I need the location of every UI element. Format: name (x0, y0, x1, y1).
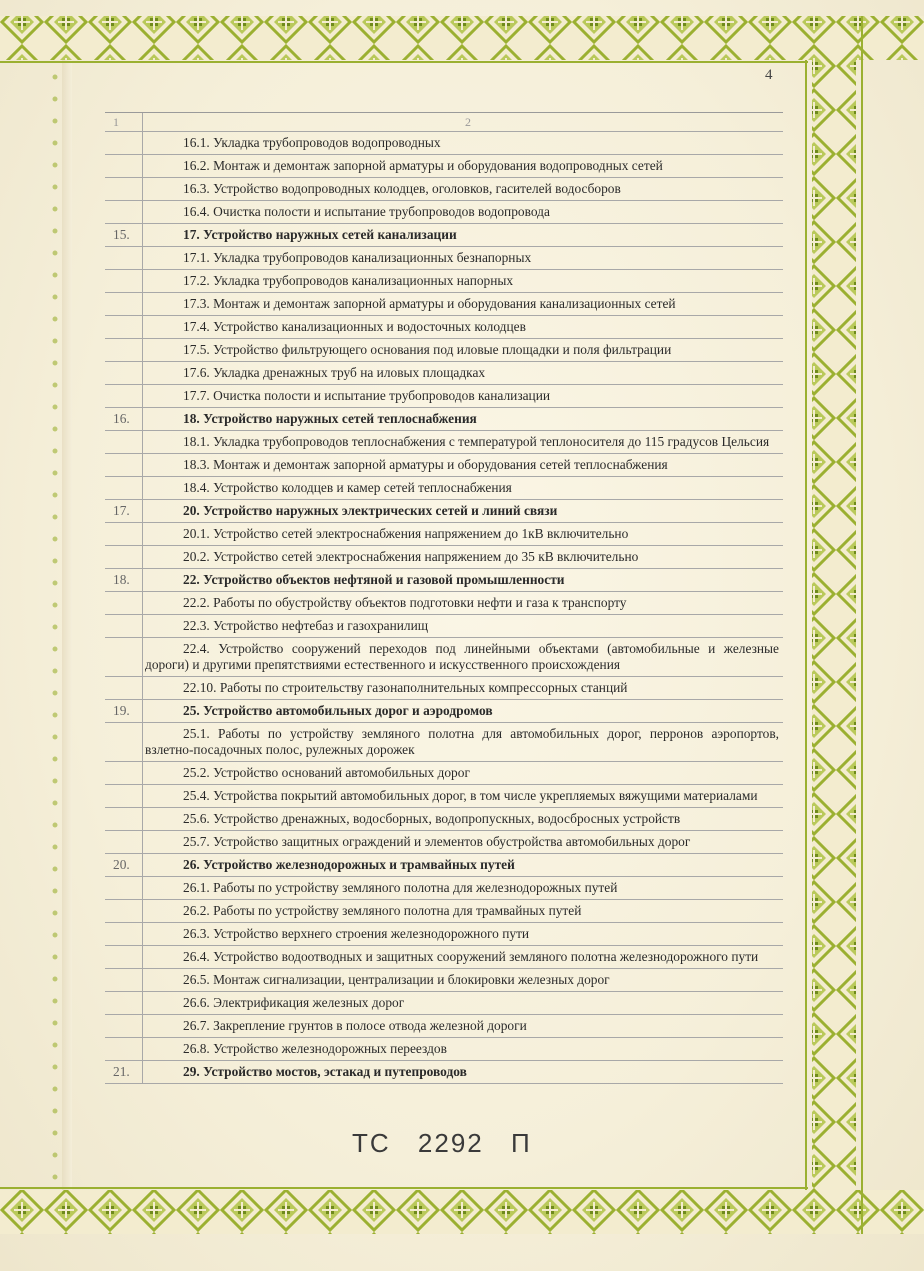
table-row (105, 992, 783, 1015)
table-row (105, 1038, 783, 1061)
work-item: 26.5. Монтаж сигнализации, централизации и блокировки железных дорог (183, 972, 610, 987)
row-number (105, 293, 143, 315)
work-item: 20.2. Устройство сетей электроснабжения напряжением до 35 кВ включительно (183, 549, 639, 564)
row-number (105, 362, 143, 384)
table-row (105, 592, 783, 615)
row-number (105, 592, 143, 614)
row-number (105, 723, 143, 761)
work-item: 26.3. Устройство верхнего строения железнодорожного пути (183, 926, 530, 941)
work-item: 20.1. Устройство сетей электроснабжения напряжением до 1кВ включительно (183, 526, 629, 541)
row-number (105, 969, 143, 991)
table-row (105, 677, 783, 700)
row-number (105, 1015, 143, 1037)
row-number (105, 877, 143, 899)
work-item: 26.4. Устройство водоотводных и защитных сооружений земляного полотна железнодорожного пути (183, 949, 759, 964)
table-row (105, 969, 783, 992)
table-row (105, 178, 783, 201)
row-number (105, 1038, 143, 1060)
table-row (105, 201, 783, 224)
section-row (105, 224, 783, 247)
work-item: 26.1. Работы по устройству земляного полотна для железнодорожных путей (183, 880, 618, 895)
work-item: 17.4. Устройство канализационных и водосточных колодцев (183, 319, 526, 334)
row-number: 15. (105, 224, 143, 246)
border-left-dots (48, 70, 60, 1180)
border-bottom (0, 1190, 924, 1234)
row-number (105, 762, 143, 784)
row-number (105, 201, 143, 223)
row-number (105, 785, 143, 807)
work-item: 16.3. Устройство водопроводных колодцев, оголовков, гасителей водосборов (183, 181, 621, 196)
table-row (105, 900, 783, 923)
table-row (105, 785, 783, 808)
row-number (105, 546, 143, 568)
row-number (105, 808, 143, 830)
table-row (105, 1015, 783, 1038)
work-item: 26.8. Устройство железнодорожных переездов (183, 1041, 447, 1056)
work-item: 25.4. Устройства покрытий автомобильных дорог, в том числе укрепляемых вяжущими материалами (183, 788, 758, 803)
header-col-1: 1 (105, 113, 143, 131)
row-number: 21. (105, 1061, 143, 1083)
work-item: 22.4. Устройство сооружений переходов под линейными объектами (автомобильные и железные дороги) и другими препятствиями естественного и искусственного происхождения (145, 641, 779, 672)
table-row (105, 454, 783, 477)
row-number (105, 178, 143, 200)
row-number (105, 247, 143, 269)
table-row (105, 316, 783, 339)
row-number: 18. (105, 569, 143, 591)
work-item: 22.10. Работы по строительству газонаполнительных компрессорных станций (183, 680, 628, 695)
table-row (105, 155, 783, 178)
row-number (105, 946, 143, 968)
row-number (105, 270, 143, 292)
row-number (105, 477, 143, 499)
table-row (105, 831, 783, 854)
table-row (105, 877, 783, 900)
work-item: 17.3. Монтаж и демонтаж запорной арматуры и оборудования канализационных сетей (183, 296, 676, 311)
table-row (105, 923, 783, 946)
row-number (105, 638, 143, 676)
table-row (105, 385, 783, 408)
table-row (105, 270, 783, 293)
work-item: 22.3. Устройство нефтебаз и газохранилищ (183, 618, 429, 633)
section-row (105, 854, 783, 877)
section-title: 26. Устройство железнодорожных и трамвайных путей (183, 857, 515, 872)
section-row (105, 569, 783, 592)
section-title: 17. Устройство наружных сетей канализации (183, 227, 457, 242)
table-row (105, 808, 783, 831)
section-row (105, 700, 783, 723)
row-number (105, 431, 143, 453)
section-row (105, 408, 783, 431)
row-number (105, 385, 143, 407)
work-item: 22.2. Работы по обустройству объектов подготовки нефти и газа к транспорту (183, 595, 627, 610)
table-row (105, 762, 783, 785)
work-item: 25.6. Устройство дренажных, водосборных, водопропускных, водосбросных устройств (183, 811, 681, 826)
row-number (105, 900, 143, 922)
work-item: 17.6. Укладка дренажных труб на иловых площадках (183, 365, 486, 380)
header-col-2: 2 (465, 115, 471, 129)
row-number (105, 132, 143, 154)
work-item: 16.2. Монтаж и демонтаж запорной арматуры и оборудования водопроводных сетей (183, 158, 663, 173)
table-row (105, 638, 783, 677)
work-item: 18.1. Укладка трубопроводов теплоснабжения с температурой теплоносителя до 115 градусов Цельсия (183, 434, 770, 449)
section-row (105, 1061, 783, 1084)
table-row (105, 523, 783, 546)
section-title: 22. Устройство объектов нефтяной и газовой промышленности (183, 572, 565, 587)
table-row (105, 723, 783, 762)
row-number (105, 523, 143, 545)
row-number (105, 831, 143, 853)
work-item: 17.2. Укладка трубопроводов канализационных напорных (183, 273, 514, 288)
work-item: 25.1. Работы по устройству земляного полотна для автомобильных дорог, перронов аэропортов, взлетно-посадочных полос, рулежных дорожек (145, 726, 779, 757)
section-title: 18. Устройство наружных сетей теплоснабжения (183, 411, 477, 426)
work-item: 17.7. Очистка полости и испытание трубопроводов канализации (183, 388, 551, 403)
work-item: 18.3. Монтаж и демонтаж запорной арматуры и оборудования сетей теплоснабжения (183, 457, 668, 472)
table-row (105, 946, 783, 969)
border-right (812, 60, 856, 1190)
row-number: 17. (105, 500, 143, 522)
table-row (105, 339, 783, 362)
table-row (105, 247, 783, 270)
row-number (105, 992, 143, 1014)
table-row (105, 431, 783, 454)
row-number (105, 316, 143, 338)
work-item: 17.5. Устройство фильтрующего основания под иловые площадки и поля фильтрации (183, 342, 672, 357)
row-number (105, 454, 143, 476)
work-item: 17.1. Укладка трубопроводов канализационных безнапорных (183, 250, 532, 265)
work-item: 16.4. Очистка полости и испытание трубопроводов водопровода (183, 204, 550, 219)
stamp-letter: П (510, 1128, 532, 1158)
section-row (105, 500, 783, 523)
row-number (105, 339, 143, 361)
table-row (105, 132, 783, 155)
row-number (105, 155, 143, 177)
row-number: 16. (105, 408, 143, 430)
table-row (105, 477, 783, 500)
row-number (105, 677, 143, 699)
work-item: 16.1. Укладка трубопроводов водопроводных (183, 135, 441, 150)
border-top (0, 16, 924, 60)
table-row (105, 615, 783, 638)
work-item: 18.4. Устройство колодцев и камер сетей теплоснабжения (183, 480, 512, 495)
stamp-number: 2292 (417, 1128, 484, 1158)
section-title: 29. Устройство мостов, эстакад и путепроводов (183, 1064, 467, 1079)
work-item: 25.7. Устройство защитных ограждений и элементов обустройства автомобильных дорог (183, 834, 691, 849)
page-number: 4 (765, 67, 773, 83)
row-number: 20. (105, 854, 143, 876)
row-number (105, 615, 143, 637)
table-row (105, 293, 783, 316)
table-header (105, 113, 783, 132)
work-item: 25.2. Устройство оснований автомобильных дорог (183, 765, 470, 780)
work-item: 26.7. Закрепление грунтов в полосе отвода железной дороги (183, 1018, 527, 1033)
stamp-series: ТС (352, 1128, 391, 1158)
table-row (105, 546, 783, 569)
row-number (105, 923, 143, 945)
activity-table (105, 112, 783, 1084)
table-row (105, 362, 783, 385)
section-title: 25. Устройство автомобильных дорог и аэродромов (183, 703, 493, 718)
row-number: 19. (105, 700, 143, 722)
work-item: 26.2. Работы по устройству земляного полотна для трамвайных путей (183, 903, 582, 918)
work-item: 26.6. Электрификация железных дорог (183, 995, 405, 1010)
document-stamp (352, 1128, 550, 1159)
section-title: 20. Устройство наружных электрических сетей и линий связи (183, 503, 558, 518)
